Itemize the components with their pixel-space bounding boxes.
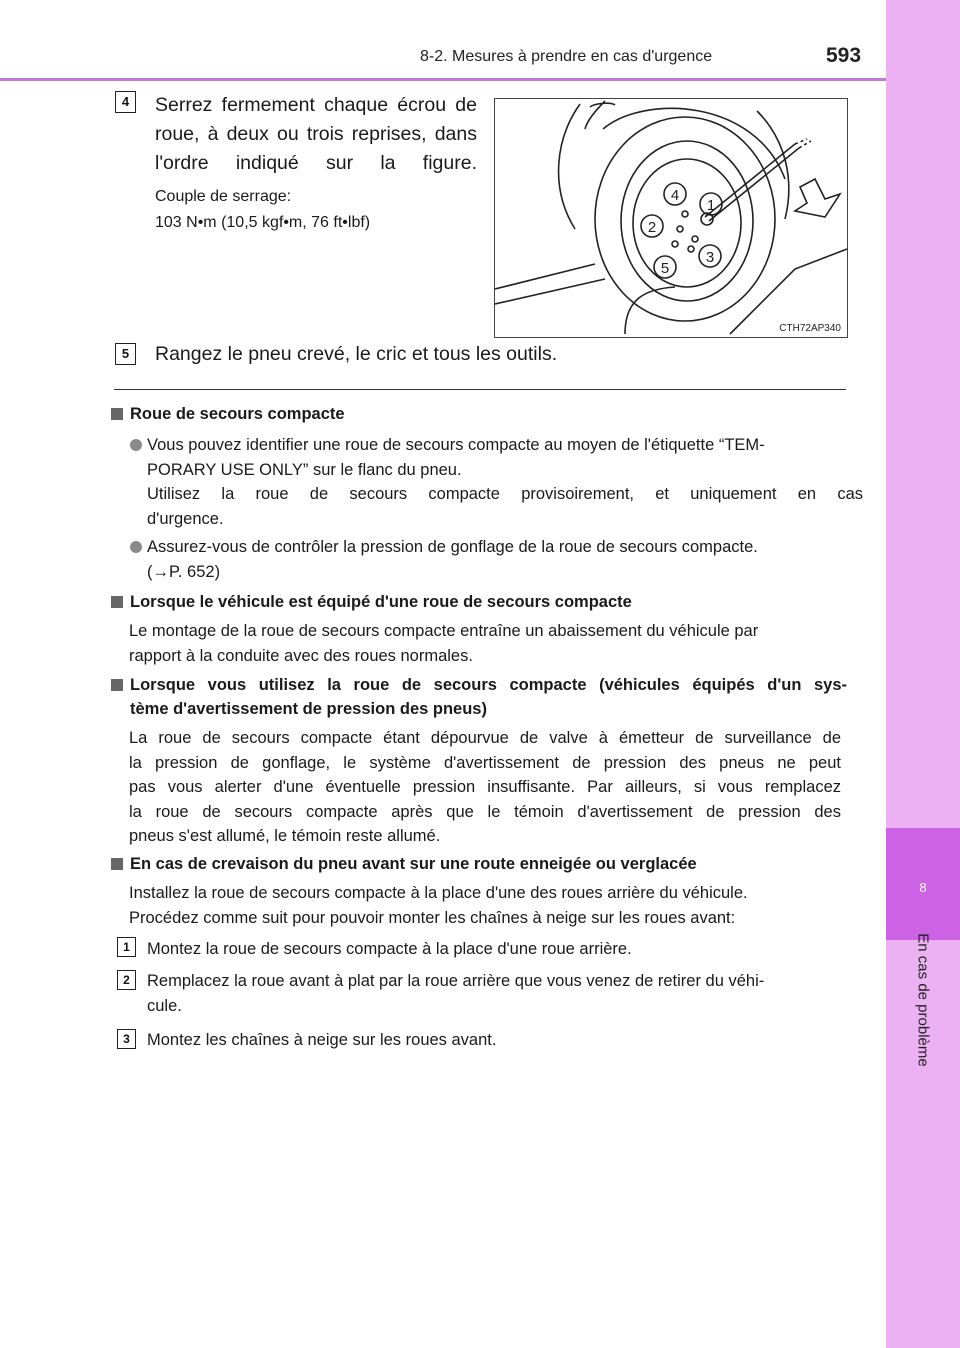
nut-label-3: 3 xyxy=(705,249,715,266)
torque-value: 103 N•m (10,5 kgf•m, 76 ft•lbf) xyxy=(155,214,371,231)
step-number-badge: 3 xyxy=(117,1029,136,1049)
square-bullet-icon xyxy=(111,858,123,870)
step-text: Montez les chaînes à neige sur les roues avant. xyxy=(147,1031,497,1049)
nut-label-1: 1 xyxy=(706,197,716,214)
bullet-item: Assurez-vous de contrôler la pression de gonflage de la roue de secours compacte. (→P. 652) xyxy=(130,535,863,584)
note-heading: Lorsque le véhicule est équipé d'une roue de secours compacte xyxy=(111,590,847,614)
nut-label-5: 5 xyxy=(660,260,670,277)
chapter-title: En cas de problème xyxy=(914,933,932,1067)
torque-spec xyxy=(155,184,370,236)
header-divider xyxy=(0,78,886,81)
square-bullet-icon xyxy=(111,596,123,608)
square-bullet-icon xyxy=(111,408,123,420)
note-paragraph: La roue de secours compacte étant dépourvue de valve à émetteur de surveillance de la pression de gonflage, le système d'avertissement de pression des pneus ne peut pas vous alerter d'une éventuelle pression insuffisante. Par ailleurs, si vous remplacez la roue de secours compacte après que le témoin d'avertissement de pression des pneus s'est allumé, le témoin reste allumé. xyxy=(129,729,841,845)
note-heading: En cas de crevaison du pneu avant sur une route enneigée ou verglacée xyxy=(111,852,847,876)
step-text: Serrez fermement chaque écrou de roue, à deux ou trois reprises, dans l'ordre indiqué sur la figure. xyxy=(155,94,477,174)
bullet-item: Vous pouvez identifier une roue de secours compacte au moyen de l'étiquette “TEM- PORARY USE ONLY” sur le flanc du pneu. Utilisez la roue de secours compacte provisoirement, et uniquement en cas d'urgence. xyxy=(130,433,863,531)
step-number-badge: 1 xyxy=(117,937,136,957)
note-paragraph: Installez la roue de secours compacte à la place d'une des roues arrière du véhicule. Procédez comme suit pour pouvoir monter les chaînes à neige sur les roues avant: xyxy=(129,884,748,927)
circle-bullet-icon xyxy=(130,439,142,451)
chapter-sidebar xyxy=(886,0,960,1348)
square-bullet-icon xyxy=(111,679,123,691)
section-title: 8-2. Mesures à prendre en cas d'urgence xyxy=(420,48,713,65)
chapter-number: 8 xyxy=(919,880,927,895)
figure-code: CTH72AP340 xyxy=(779,323,841,334)
step-text: Remplacez la roue avant à plat par la roue arrière que vous venez de retirer du véhi- cule. xyxy=(147,972,765,1015)
section-divider xyxy=(114,389,846,390)
wheel-nut-figure xyxy=(494,98,848,338)
note-heading: Lorsque vous utilisez la roue de secours compacte (véhicules équipés d'un sys- tème d'avertissement de pression des pneus) xyxy=(111,673,847,721)
nut-label-4: 4 xyxy=(670,187,680,204)
page-number: 593 xyxy=(826,44,862,67)
step-text: Rangez le pneu crevé, le cric et tous les outils. xyxy=(155,343,558,365)
nut-label-2: 2 xyxy=(647,219,657,236)
step-number-badge: 2 xyxy=(117,970,136,990)
page-reference[interactable]: (→P. 652) xyxy=(147,562,221,581)
note-paragraph: Le montage de la roue de secours compacte entraîne un abaissement du véhicule par rapport à la conduite avec des roues normales. xyxy=(129,622,759,665)
torque-label: Couple de serrage: xyxy=(155,188,292,205)
circle-bullet-icon xyxy=(130,541,142,553)
note-heading: Roue de secours compacte xyxy=(111,402,847,426)
step-number-badge: 4 xyxy=(115,91,136,113)
step-number-badge: 5 xyxy=(115,343,136,365)
wheel-illustration xyxy=(495,99,847,337)
step-text: Montez la roue de secours compacte à la place d'une roue arrière. xyxy=(147,940,632,958)
